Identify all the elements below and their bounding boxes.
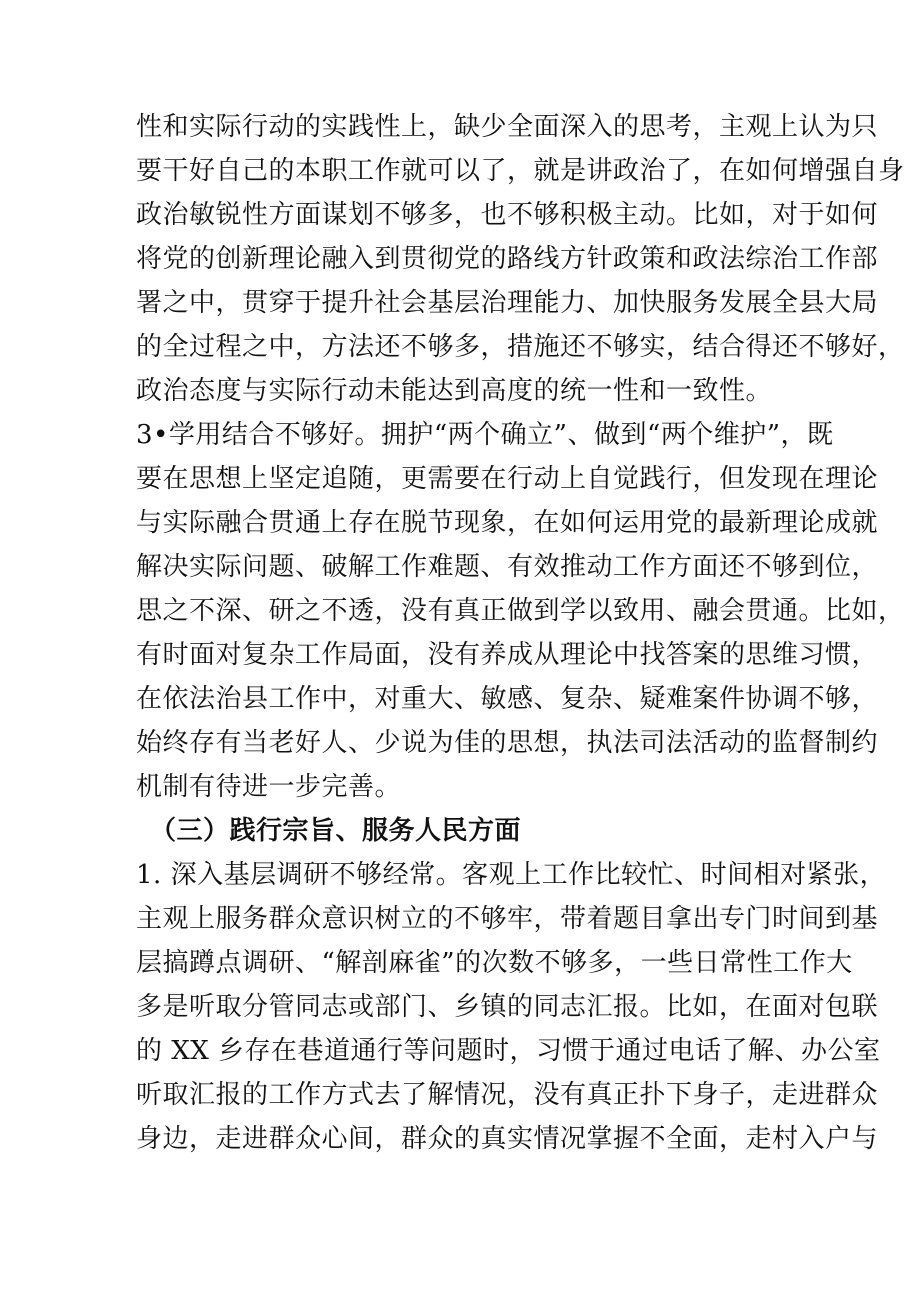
body-text-line: 主观上服务群众意识树立的不够牢，带着题目拿出专门时间到基 — [136, 904, 879, 934]
body-text-line: 机制有待进一步完善。 — [136, 772, 402, 802]
body-text-line: 要在思想上坚定追随，更需要在行动上自觉践行，但发现在理论 — [136, 464, 879, 494]
body-text-line: 身边，走进群众心间，群众的真实情况掌握不全面，走村入户与 — [136, 1124, 879, 1154]
body-text-line: 的全过程之中，方法还不够多，措施还不够实，结合得还不够好， — [136, 332, 905, 362]
body-text-line: 署之中，贯穿于提升社会基层治理能力、加快服务发展全县大局 — [136, 288, 879, 318]
body-text-line: 性和实际行动的实践性上，缺少全面深入的思考，主观上认为只 — [136, 112, 879, 142]
body-text-line: 3•学用结合不够好。拥护“两个确立”、做到“两个维护”，既 — [136, 420, 834, 450]
body-text-line: 政治态度与实际行动未能达到高度的统一性和一致性。 — [136, 376, 773, 406]
body-text-line: 多是听取分管同志或部门、乡镇的同志汇报。比如，在面对包联 — [136, 992, 879, 1022]
body-text-line: 的 XX 乡存在巷道通行等问题时，习惯于通过电话了解、办公室 — [136, 1036, 881, 1066]
body-text-line: 与实际融合贯通上存在脱节现象，在如何运用党的最新理论成就 — [136, 508, 879, 538]
body-text-line: 1. 深入基层调研不够经常。客观上工作比较忙、时间相对紧张， — [136, 860, 887, 890]
body-text-line: 将党的创新理论融入到贯彻党的路线方针政策和政法综治工作部 — [136, 244, 879, 274]
body-text-line: 思之不深、研之不透，没有真正做到学以致用、融会贯通。比如， — [136, 596, 905, 626]
body-text-line: 要干好自己的本职工作就可以了，就是讲政治了，在如何增强自身 — [136, 156, 905, 186]
body-text-line: 在依法治县工作中，对重大、敏感、复杂、疑难案件协调不够， — [136, 684, 879, 714]
body-text-line: 层搞蹲点调研、“解剖麻雀”的次数不够多，一些日常性工作大 — [136, 948, 853, 978]
body-text-line: 始终存有当老好人、少说为佳的思想，执法司法活动的监督制约 — [136, 728, 879, 758]
body-text-line: 政治敏锐性方面谋划不够多，也不够积极主动。比如，对于如何 — [136, 200, 879, 230]
section-heading: （三）践行宗旨、服务人民方面 — [150, 816, 522, 846]
body-text-line: 有时面对复杂工作局面，没有养成从理论中找答案的思维习惯， — [136, 640, 879, 670]
body-text-line: 解决实际问题、破解工作难题、有效推动工作方面还不够到位， — [136, 552, 879, 582]
body-text-line: 听取汇报的工作方式去了解情况，没有真正扑下身子，走进群众 — [136, 1080, 879, 1110]
